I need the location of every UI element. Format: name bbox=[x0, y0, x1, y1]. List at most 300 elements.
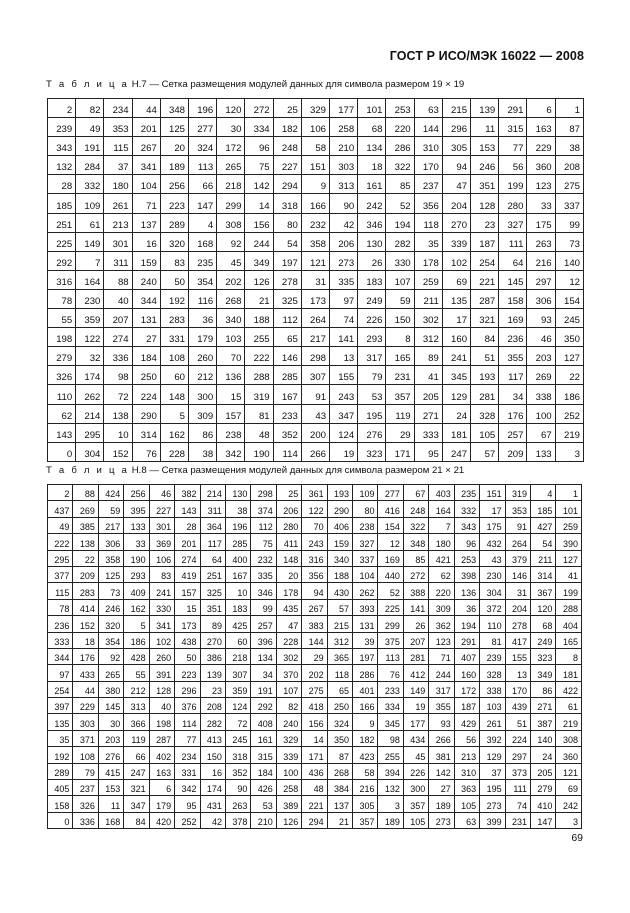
table-cell: 331 bbox=[160, 328, 188, 347]
table-cell: 198 bbox=[48, 328, 76, 347]
table-cell: 324 bbox=[327, 714, 352, 730]
table-cell: 301 bbox=[149, 517, 174, 533]
table-cell: 166 bbox=[301, 194, 329, 213]
table-cell: 221 bbox=[302, 796, 327, 812]
table-cell: 105 bbox=[403, 812, 428, 828]
table-cell: 178 bbox=[414, 251, 442, 270]
table-cell: 127 bbox=[556, 550, 582, 566]
table-cell: 238 bbox=[217, 423, 245, 442]
table-row bbox=[48, 780, 582, 796]
table-cell: 272 bbox=[245, 99, 273, 118]
table-cell: 66 bbox=[124, 747, 149, 763]
table-cell: 255 bbox=[378, 747, 403, 763]
table-cell: 15 bbox=[175, 599, 200, 615]
table-cell: 124 bbox=[225, 698, 250, 714]
table-cell: 144 bbox=[302, 632, 327, 648]
table-cell: 439 bbox=[505, 698, 530, 714]
table-cell: 286 bbox=[353, 665, 378, 681]
table-cell: 100 bbox=[276, 763, 301, 779]
table-cell: 153 bbox=[471, 137, 499, 156]
table-cell: 171 bbox=[386, 442, 414, 461]
table-cell: 216 bbox=[353, 780, 378, 796]
table-cell: 270 bbox=[200, 632, 225, 648]
table-cell: 405 bbox=[48, 780, 73, 796]
table-cell: 312 bbox=[327, 632, 352, 648]
table-row bbox=[48, 730, 582, 746]
table-cell: 395 bbox=[124, 501, 149, 517]
table-cell: 342 bbox=[175, 780, 200, 796]
table-cell: 318 bbox=[225, 747, 250, 763]
table-cell: 28 bbox=[48, 175, 76, 194]
table-cell: 151 bbox=[301, 156, 329, 175]
table-cell: 149 bbox=[403, 681, 428, 697]
table-cell: 387 bbox=[531, 714, 556, 730]
table-cell: 257 bbox=[499, 423, 527, 442]
table-cell: 128 bbox=[471, 194, 499, 213]
table-cell: 108 bbox=[160, 347, 188, 366]
table-cell: 71 bbox=[429, 648, 454, 664]
table-cell: 308 bbox=[217, 213, 245, 232]
table-cell: 350 bbox=[555, 328, 583, 347]
table-cell: 396 bbox=[251, 632, 276, 648]
table-cell: 30 bbox=[217, 118, 245, 137]
table-cell: 46 bbox=[149, 485, 174, 501]
table-cell: 162 bbox=[160, 423, 188, 442]
table-row bbox=[48, 347, 584, 366]
table-cell: 91 bbox=[301, 385, 329, 404]
table-cell: 317 bbox=[429, 681, 454, 697]
table-cell: 148 bbox=[160, 385, 188, 404]
table-cell: 3 bbox=[555, 442, 583, 461]
table-cell: 165 bbox=[556, 632, 582, 648]
table-cell: 306 bbox=[98, 534, 123, 550]
table-cell: 437 bbox=[48, 501, 73, 517]
table-cell: 166 bbox=[353, 698, 378, 714]
table-cell: 258 bbox=[276, 780, 301, 796]
table-cell: 249 bbox=[358, 289, 386, 308]
table-cell: 268 bbox=[217, 289, 245, 308]
table-cell: 211 bbox=[531, 550, 556, 566]
table-cell: 320 bbox=[98, 616, 123, 632]
table-cell: 74 bbox=[505, 796, 530, 812]
table-cell: 103 bbox=[217, 328, 245, 347]
table-cell: 253 bbox=[386, 99, 414, 118]
table-cell: 212 bbox=[189, 366, 217, 385]
table-row bbox=[48, 763, 582, 779]
table-cell: 32 bbox=[76, 347, 104, 366]
table-cell: 54 bbox=[273, 232, 301, 251]
table-cell: 322 bbox=[403, 517, 428, 533]
table-cell: 296 bbox=[175, 681, 200, 697]
table-cell: 291 bbox=[454, 632, 479, 648]
table-cell: 382 bbox=[175, 485, 200, 501]
table-cell: 157 bbox=[175, 583, 200, 599]
table-cell: 24 bbox=[531, 747, 556, 763]
table-cell: 98 bbox=[378, 730, 403, 746]
table-row bbox=[48, 309, 584, 328]
table-cell: 105 bbox=[471, 423, 499, 442]
table-cell: 279 bbox=[531, 780, 556, 796]
table-cell: 248 bbox=[403, 501, 428, 517]
table-row bbox=[48, 99, 584, 118]
table-cell: 145 bbox=[499, 270, 527, 289]
table-cell: 13 bbox=[505, 665, 530, 681]
table-cell: 201 bbox=[175, 534, 200, 550]
table-cell: 73 bbox=[98, 583, 123, 599]
table-cell: 105 bbox=[454, 796, 479, 812]
table-cell: 365 bbox=[327, 648, 352, 664]
table-cell: 35 bbox=[414, 232, 442, 251]
table-row bbox=[48, 404, 584, 423]
table-cell: 102 bbox=[149, 632, 174, 648]
table-cell: 379 bbox=[505, 550, 530, 566]
table-cell: 359 bbox=[225, 681, 250, 697]
table-cell: 45 bbox=[403, 747, 428, 763]
table-cell: 146 bbox=[505, 566, 530, 582]
table-cell: 187 bbox=[471, 232, 499, 251]
table-cell: 212 bbox=[124, 681, 149, 697]
table-cell: 14 bbox=[302, 730, 327, 746]
table-cell: 37 bbox=[480, 763, 505, 779]
table-cell: 199 bbox=[499, 175, 527, 194]
table-cell: 270 bbox=[442, 213, 470, 232]
table-cell: 209 bbox=[73, 566, 98, 582]
table-cell: 357 bbox=[353, 812, 378, 828]
table-cell: 16 bbox=[132, 232, 160, 251]
table-cell: 74 bbox=[330, 309, 358, 328]
table-cell: 72 bbox=[104, 385, 132, 404]
table-cell: 169 bbox=[499, 309, 527, 328]
table-cell: 293 bbox=[358, 328, 386, 347]
table-cell: 419 bbox=[175, 566, 200, 582]
table-cell: 234 bbox=[104, 99, 132, 118]
table-cell: 75 bbox=[245, 156, 273, 175]
table-cell: 297 bbox=[505, 747, 530, 763]
table-cell: 38 bbox=[189, 442, 217, 461]
table-cell: 2 bbox=[48, 99, 76, 118]
table-cell: 346 bbox=[251, 583, 276, 599]
table-cell: 1 bbox=[555, 99, 583, 118]
table-row bbox=[48, 385, 584, 404]
table-cell: 123 bbox=[429, 632, 454, 648]
table-cell: 19 bbox=[403, 698, 428, 714]
table-cell: 236 bbox=[48, 616, 73, 632]
table-cell: 293 bbox=[124, 566, 149, 582]
table-cell: 345 bbox=[442, 366, 470, 385]
table-cell: 356 bbox=[414, 194, 442, 213]
table-cell: 355 bbox=[499, 347, 527, 366]
table-cell: 200 bbox=[301, 423, 329, 442]
table-cell: 316 bbox=[48, 270, 76, 289]
table-cell: 247 bbox=[442, 442, 470, 461]
table-cell: 202 bbox=[302, 665, 327, 681]
table-cell: 147 bbox=[189, 194, 217, 213]
table-cell: 99 bbox=[251, 599, 276, 615]
table-cell: 332 bbox=[454, 501, 479, 517]
table-cell: 347 bbox=[330, 404, 358, 423]
table-cell: 173 bbox=[175, 616, 200, 632]
table-cell: 333 bbox=[414, 423, 442, 442]
table-cell: 63 bbox=[454, 812, 479, 828]
table-cell: 275 bbox=[302, 681, 327, 697]
table-row bbox=[48, 714, 582, 730]
table-cell: 115 bbox=[48, 583, 73, 599]
table-cell: 158 bbox=[499, 289, 527, 308]
table-cell: 349 bbox=[245, 251, 273, 270]
table-cell: 222 bbox=[245, 347, 273, 366]
table-cell: 343 bbox=[454, 517, 479, 533]
table-cell: 142 bbox=[429, 763, 454, 779]
table-cell: 107 bbox=[386, 270, 414, 289]
table-cell: 172 bbox=[217, 137, 245, 156]
table-cell: 50 bbox=[175, 648, 200, 664]
table-cell: 350 bbox=[327, 730, 352, 746]
table-cell: 116 bbox=[189, 289, 217, 308]
table-cell: 138 bbox=[73, 534, 98, 550]
table-cell: 241 bbox=[442, 347, 470, 366]
table-cell: 326 bbox=[48, 366, 76, 385]
table-cell: 221 bbox=[471, 270, 499, 289]
table-cell: 281 bbox=[471, 385, 499, 404]
table-cell: 334 bbox=[245, 118, 273, 137]
table-cell: 277 bbox=[189, 118, 217, 137]
table-cell: 168 bbox=[189, 232, 217, 251]
table-cell: 85 bbox=[403, 550, 428, 566]
table-cell: 18 bbox=[73, 632, 98, 648]
table-cell: 61 bbox=[76, 213, 104, 232]
table-cell: 82 bbox=[276, 698, 301, 714]
table-cell: 51 bbox=[471, 347, 499, 366]
table-cell: 360 bbox=[527, 156, 555, 175]
table-cell: 41 bbox=[556, 566, 582, 582]
table-cell: 295 bbox=[48, 550, 73, 566]
table-cell: 426 bbox=[251, 780, 276, 796]
table-cell: 235 bbox=[189, 251, 217, 270]
table-cell: 220 bbox=[429, 583, 454, 599]
table-cell: 429 bbox=[454, 714, 479, 730]
table-cell: 269 bbox=[73, 501, 98, 517]
table-cell: 101 bbox=[556, 501, 582, 517]
table-cell: 243 bbox=[330, 385, 358, 404]
table-cell: 99 bbox=[555, 213, 583, 232]
table-cell: 290 bbox=[132, 404, 160, 423]
table-cell: 31 bbox=[301, 270, 329, 289]
table-cell: 309 bbox=[429, 599, 454, 615]
table-cell: 228 bbox=[160, 442, 188, 461]
table-cell: 174 bbox=[76, 366, 104, 385]
table-cell: 314 bbox=[132, 423, 160, 442]
table-cell: 424 bbox=[98, 485, 123, 501]
table-cell: 265 bbox=[98, 665, 123, 681]
table-cell: 411 bbox=[276, 534, 301, 550]
table-cell: 319 bbox=[505, 485, 530, 501]
table-cell: 353 bbox=[104, 118, 132, 137]
table-label: Т а б л и ц а bbox=[46, 79, 130, 90]
table-cell: 311 bbox=[200, 501, 225, 517]
table-cell: 316 bbox=[302, 550, 327, 566]
table-cell: 69 bbox=[556, 780, 582, 796]
table-cell: 380 bbox=[98, 681, 123, 697]
table-cell: 315 bbox=[251, 747, 276, 763]
table-cell: 15 bbox=[217, 385, 245, 404]
table-cell: 176 bbox=[73, 648, 98, 664]
table-cell: 112 bbox=[251, 517, 276, 533]
table-cell: 57 bbox=[471, 442, 499, 461]
table-cell: 150 bbox=[200, 747, 225, 763]
table-h7-caption bbox=[46, 79, 464, 90]
table-row bbox=[48, 812, 582, 828]
table-cell: 348 bbox=[160, 99, 188, 118]
table-cell: 257 bbox=[251, 616, 276, 632]
table-cell: 132 bbox=[378, 780, 403, 796]
table-cell: 97 bbox=[48, 665, 73, 681]
table-cell: 305 bbox=[353, 796, 378, 812]
table-cell: 404 bbox=[556, 616, 582, 632]
table-cell: 191 bbox=[251, 681, 276, 697]
table-cell: 86 bbox=[189, 423, 217, 442]
table-cell: 403 bbox=[429, 485, 454, 501]
table-cell: 143 bbox=[175, 501, 200, 517]
table-cell: 264 bbox=[301, 309, 329, 328]
table-cell: 294 bbox=[273, 175, 301, 194]
table-cell: 16 bbox=[200, 763, 225, 779]
table-cell: 147 bbox=[531, 812, 556, 828]
table-cell: 360 bbox=[556, 747, 582, 763]
table-cell: 438 bbox=[175, 632, 200, 648]
table-row bbox=[48, 213, 584, 232]
table-cell: 43 bbox=[480, 550, 505, 566]
table-cell: 129 bbox=[480, 747, 505, 763]
table-cell: 274 bbox=[104, 328, 132, 347]
table-cell: 300 bbox=[189, 385, 217, 404]
table-cell: 55 bbox=[124, 665, 149, 681]
table-cell: 51 bbox=[505, 714, 530, 730]
table-cell: 129 bbox=[442, 385, 470, 404]
table-cell: 398 bbox=[454, 566, 479, 582]
table-cell: 131 bbox=[353, 616, 378, 632]
table-cell: 282 bbox=[386, 232, 414, 251]
table-cell: 144 bbox=[414, 118, 442, 137]
table-cell: 109 bbox=[76, 194, 104, 213]
table-cell: 303 bbox=[330, 156, 358, 175]
table-cell: 168 bbox=[98, 812, 123, 828]
table-cell: 330 bbox=[386, 251, 414, 270]
table-cell: 64 bbox=[499, 251, 527, 270]
table-cell: 85 bbox=[386, 175, 414, 194]
table-cell: 12 bbox=[378, 534, 403, 550]
table-cell: 65 bbox=[327, 681, 352, 697]
table-cell: 256 bbox=[160, 175, 188, 194]
table-cell: 283 bbox=[160, 309, 188, 328]
table-cell: 134 bbox=[358, 137, 386, 156]
table-cell: 26 bbox=[403, 616, 428, 632]
table-cell: 125 bbox=[98, 566, 123, 582]
table-cell: 197 bbox=[273, 251, 301, 270]
table-cell: 141 bbox=[403, 599, 428, 615]
table-cell: 119 bbox=[386, 404, 414, 423]
table-cell: 233 bbox=[273, 404, 301, 423]
table-cell: 194 bbox=[386, 213, 414, 232]
table-cell: 369 bbox=[149, 534, 174, 550]
table-cell: 433 bbox=[73, 665, 98, 681]
table-cell: 345 bbox=[378, 714, 403, 730]
table-cell: 352 bbox=[273, 423, 301, 442]
table-cell: 148 bbox=[276, 550, 301, 566]
table-row bbox=[48, 566, 582, 582]
table-cell: 276 bbox=[98, 747, 123, 763]
table-cell: 124 bbox=[330, 423, 358, 442]
table-cell: 97 bbox=[330, 289, 358, 308]
table-cell: 181 bbox=[556, 665, 582, 681]
table-cell: 52 bbox=[378, 583, 403, 599]
table-cell: 160 bbox=[442, 328, 470, 347]
table-cell: 327 bbox=[499, 213, 527, 232]
table-cell: 122 bbox=[302, 501, 327, 517]
table-cell: 89 bbox=[200, 616, 225, 632]
table-cell: 210 bbox=[251, 812, 276, 828]
table-cell: 130 bbox=[358, 232, 386, 251]
table-cell: 90 bbox=[225, 780, 250, 796]
table-cell: 436 bbox=[302, 763, 327, 779]
table-cell: 195 bbox=[358, 404, 386, 423]
table-cell: 264 bbox=[505, 534, 530, 550]
table-cell: 41 bbox=[414, 366, 442, 385]
table-cell: 182 bbox=[273, 118, 301, 137]
table-cell: 114 bbox=[273, 442, 301, 461]
table-cell: 298 bbox=[301, 347, 329, 366]
table-cell: 323 bbox=[531, 648, 556, 664]
table-row bbox=[48, 423, 584, 442]
table-cell: 113 bbox=[189, 156, 217, 175]
table-cell: 417 bbox=[505, 632, 530, 648]
table-cell: 68 bbox=[358, 118, 386, 137]
table-cell: 280 bbox=[276, 517, 301, 533]
table-cell: 23 bbox=[200, 681, 225, 697]
table-cell: 111 bbox=[505, 780, 530, 796]
table-cell: 271 bbox=[531, 698, 556, 714]
table-cell: 120 bbox=[217, 99, 245, 118]
table-cell: 64 bbox=[200, 550, 225, 566]
table-cell: 228 bbox=[276, 632, 301, 648]
table-cell: 412 bbox=[403, 665, 428, 681]
table-cell: 117 bbox=[499, 366, 527, 385]
table-cell: 35 bbox=[48, 730, 73, 746]
table-cell: 303 bbox=[73, 714, 98, 730]
table-cell: 275 bbox=[555, 175, 583, 194]
table-cell: 154 bbox=[555, 289, 583, 308]
table-cell: 81 bbox=[480, 632, 505, 648]
table-cell: 165 bbox=[386, 347, 414, 366]
table-cell: 37 bbox=[104, 156, 132, 175]
table-cell: 141 bbox=[330, 328, 358, 347]
table-cell: 175 bbox=[527, 213, 555, 232]
table-cell: 106 bbox=[301, 118, 329, 137]
table-cell: 390 bbox=[556, 534, 582, 550]
table-cell: 301 bbox=[104, 232, 132, 251]
table-cell: 186 bbox=[555, 385, 583, 404]
table-row bbox=[48, 137, 584, 156]
table-cell: 302 bbox=[276, 648, 301, 664]
table-cell: 62 bbox=[429, 566, 454, 582]
table-cell: 76 bbox=[378, 665, 403, 681]
table-cell: 353 bbox=[505, 501, 530, 517]
table-cell: 299 bbox=[378, 616, 403, 632]
table-row bbox=[48, 175, 584, 194]
table-cell: 423 bbox=[353, 747, 378, 763]
table-cell: 420 bbox=[149, 812, 174, 828]
table-cell: 329 bbox=[276, 730, 301, 746]
table-cell: 14 bbox=[245, 194, 273, 213]
